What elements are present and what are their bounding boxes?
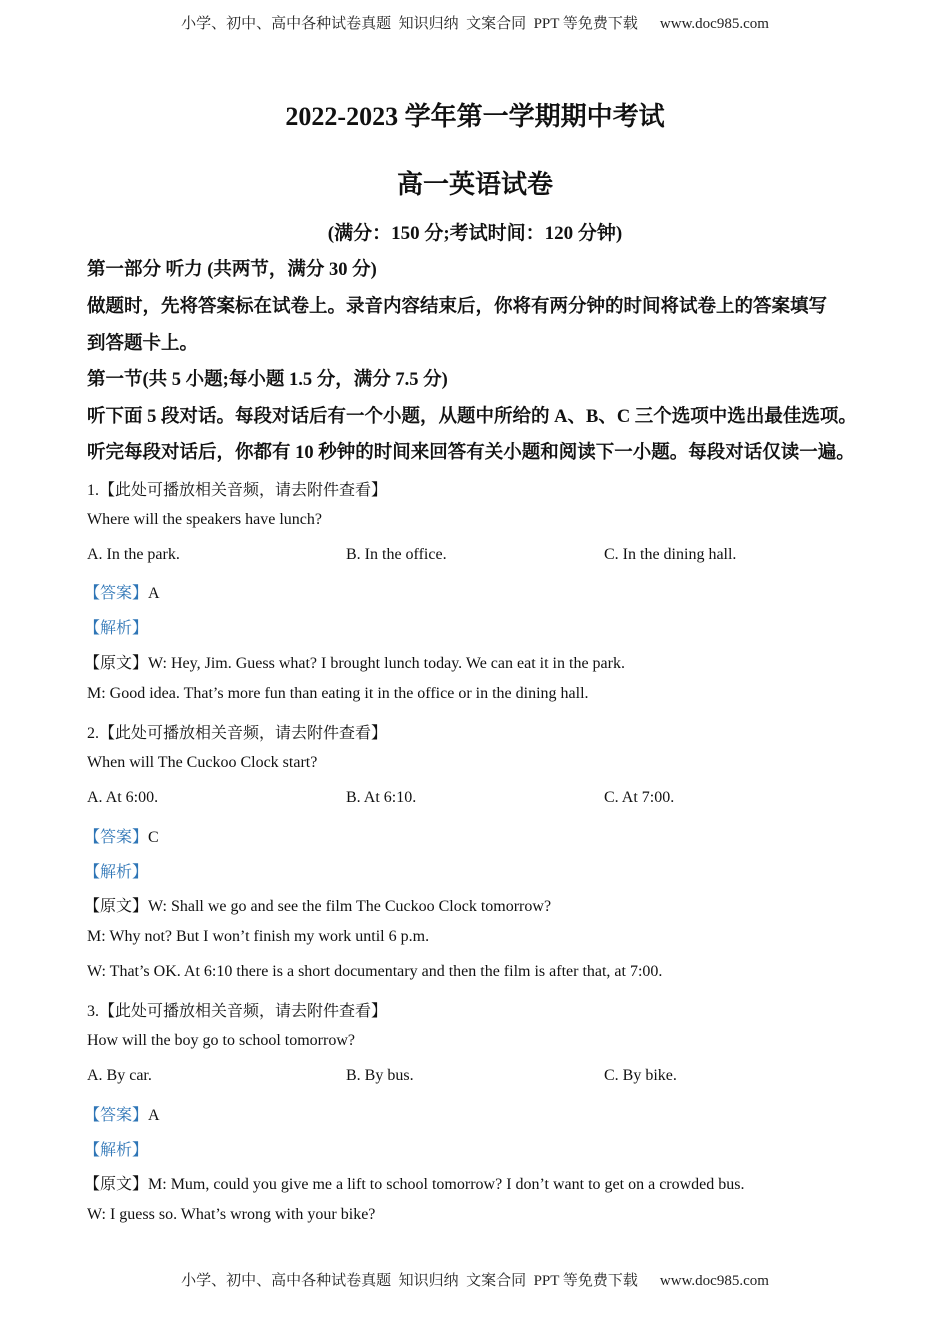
part1-heading: 第一部分 听力 (共两节，满分 30 分) [87,260,377,280]
footer-text: 小学、初中、高中各种试卷真题 知识归纳 文案合同 PPT 等免费下载 [181,1273,638,1289]
question-1-option-a: A. In the park. [87,546,180,563]
question-3-option-c: C. By bike. [604,1067,677,1084]
question-2-option-c: C. At 7:00. [604,789,675,806]
question-1-answer [84,580,160,603]
exam-title: 2022-2023 学年第一学期期中考试 [285,102,665,131]
question-3-transcript-1: 【原文】M: Mum, could you give me a lift to school tomorrow? I don’t want to get on a crowded bus. [84,1176,745,1193]
question-2-transcript-3: W: That’s OK. At 6:10 there is a short documentary and then the film is after that, at 7:00. [87,963,663,980]
question-2-transcript-1: 【原文】W: Shall we go and see the film The Cuckoo Clock tomorrow? [84,898,552,915]
question-2-transcript-2: M: Why not? But I won’t finish my work until 6 p.m. [87,928,430,945]
question-1-text: Where will the speakers have lunch? [87,511,323,528]
exam-subtitle: 高一英语试卷 [396,170,553,199]
question-3-analysis-label: 【解析】 [84,1142,149,1159]
answer-label: 【答案】 [84,1107,149,1124]
question-3-option-a: A. By car. [87,1067,152,1084]
answer-label: 【答案】 [84,829,149,846]
question-3-audio[interactable]: 3.【此处可播放相关音频，请去附件查看】 [87,1003,388,1020]
section1-instruction-2: 听完每段对话后，你都有 10 秒钟的时间来回答有关小题和阅读下一小题。每段对话仅读一遍。 [87,443,855,463]
question-3-transcript-2: W: I guess so. What’s wrong with your bike? [87,1206,376,1223]
question-3-option-b: B. By bus. [346,1067,414,1084]
question-2-audio[interactable]: 2.【此处可播放相关音频，请去附件查看】 [87,725,388,742]
question-1-analysis-label: 【解析】 [84,620,149,637]
question-1-transcript-1: 【原文】W: Hey, Jim. Guess what? I brought lunch today. We can eat it in the park. [84,655,625,672]
exam-info: (满分：150 分;考试时间：120 分钟) [327,223,623,244]
question-1-option-c: C. In the dining hall. [604,546,737,563]
question-2-text: When will The Cuckoo Clock start? [87,754,318,771]
header-text: 小学、初中、高中各种试卷真题 知识归纳 文案合同 PPT 等免费下载 [181,16,638,32]
page-footer [0,1269,950,1290]
footer-url[interactable]: www.doc985.com [659,1273,769,1289]
question-2-option-a: A. At 6:00. [87,789,159,806]
part1-instruction-1: 做题时，先将答案标在试卷上。录音内容结束后，你将有两分钟的时间将试卷上的答案填写 [87,297,828,317]
page-header [0,12,950,33]
section1-heading: 第一节(共 5 小题;每小题 1.5 分，满分 7.5 分) [87,370,448,390]
question-3-answer [84,1102,160,1125]
question-2-option-b: B. At 6:10. [346,789,417,806]
question-3-text: How will the boy go to school tomorrow? [87,1032,355,1049]
question-1-option-b: B. In the office. [346,546,447,563]
answer-label: 【答案】 [84,585,149,602]
part1-instruction-2: 到答题卡上。 [87,334,199,354]
question-1-transcript-2: M: Good idea. That’s more fun than eating it in the office or in the dining hall. [87,685,589,702]
question-2-answer [84,824,159,847]
question-1-audio[interactable]: 1.【此处可播放相关音频，请去附件查看】 [87,482,388,499]
header-url[interactable]: www.doc985.com [659,16,769,32]
section1-instruction-1: 听下面 5 段对话。每段对话后有一个小题，从题中所给的 A、B、C 三个选项中选出最佳选项。 [87,407,857,427]
question-2-analysis-label: 【解析】 [84,864,149,881]
answer-value: A [148,1107,160,1124]
answer-value: A [148,585,160,602]
answer-value: C [148,829,159,846]
